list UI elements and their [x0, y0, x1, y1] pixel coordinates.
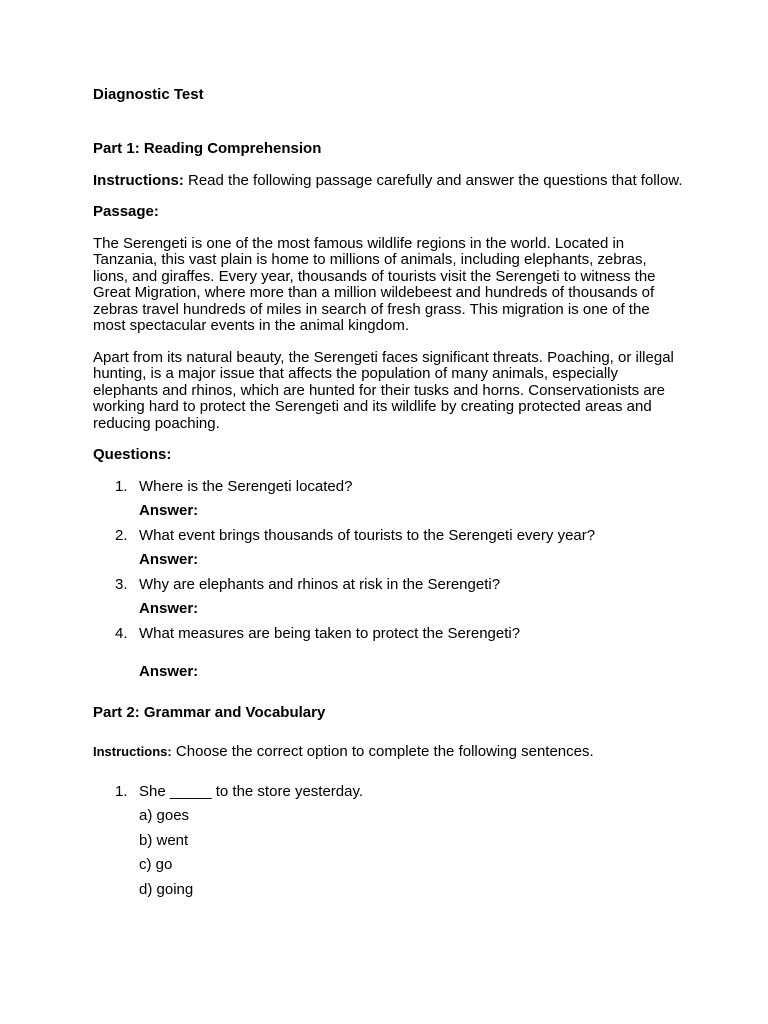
grammar-questions-list [93, 784, 683, 899]
passage-paragraph-1: The Serengeti is one of the most famous wildlife regions in the world. Located in Tanzania, this vast plain is home to millions of animals, including elephants, zebras, lions, and giraffes. Every year, thousands of tourists visit the Serengeti to witness the Great Migration, where more than a million wildebeest and hundreds of thousands of zebras travel hundreds of miles in search of fresh grass. This migration is one of the most spectacular events in the animal kingdom. [93, 234, 656, 334]
question-item [93, 626, 683, 681]
question-text: What event brings thousands of tourists to the Serengeti every year? [139, 526, 596, 544]
question-number: 2. [115, 526, 128, 544]
question-item [93, 577, 683, 618]
question-number: 4. [115, 624, 128, 642]
document-page [93, 87, 683, 898]
question-item [93, 479, 683, 520]
passage-label: Passage: [93, 203, 159, 220]
document-title: Diagnostic Test [93, 86, 204, 103]
part1-instructions-text: Read the following passage carefully and answer the questions that follow. [183, 171, 683, 189]
answer-label: Answer: [139, 502, 199, 519]
question-number: 1. [115, 477, 128, 495]
part2-instructions-text: Choose the correct option to complete the following sentences. [171, 743, 594, 760]
question-number: 3. [115, 575, 128, 593]
answer-label: Answer: [139, 600, 199, 617]
passage-paragraph-2: Apart from its natural beauty, the Serengeti faces significant threats. Poaching, or illegal hunting, is a major issue that affects the population of many animals, especially elephants and rhinos, which are hunted for their tusks and horns. Conservationists are working hard to protect the Serengeti and its wildlife by creating protected areas and reducing poaching. [93, 348, 674, 432]
option-d: d) going [139, 880, 194, 898]
answer-label: Answer: [139, 663, 199, 680]
part2-instructions [93, 744, 683, 761]
grammar-question-item [93, 784, 683, 899]
question-item [93, 528, 683, 569]
option-c: c) go [139, 856, 173, 873]
answer-label: Answer: [139, 551, 199, 568]
part1-instructions [93, 173, 683, 190]
question-text: Why are elephants and rhinos at risk in the Serengeti? [139, 575, 501, 593]
questions-list [93, 479, 683, 681]
questions-label: Questions: [93, 446, 172, 463]
part2-instructions-label: Instructions: [93, 744, 172, 759]
part1-instructions-label: Instructions: [93, 171, 184, 189]
question-number: 1. [115, 782, 128, 800]
question-text: What measures are being taken to protect the Serengeti? [139, 624, 521, 642]
part1-heading: Part 1: Reading Comprehension [93, 140, 322, 157]
question-text: She _____ to the store yesterday. [139, 782, 364, 800]
part2-heading: Part 2: Grammar and Vocabulary [93, 703, 326, 721]
option-a: a) goes [139, 807, 190, 824]
option-b: b) went [139, 831, 189, 849]
question-text: Where is the Serengeti located? [139, 477, 353, 495]
